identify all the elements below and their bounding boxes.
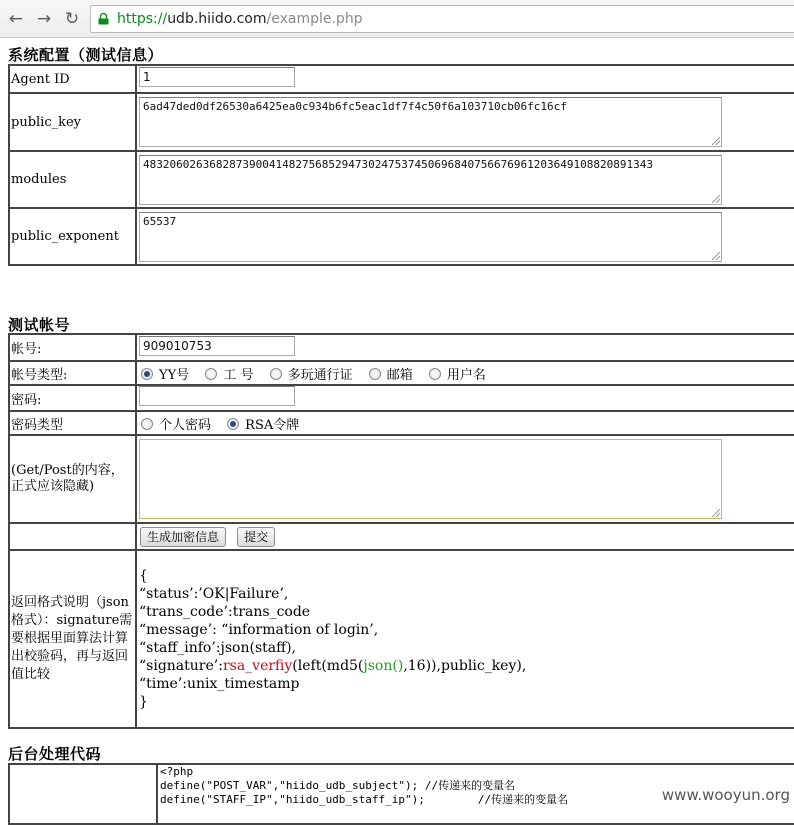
- config-row-public-key: [9, 93, 794, 151]
- config-row-public-exponent: [9, 208, 794, 265]
- code-line: “status’:’OK|Failure’,: [139, 586, 289, 602]
- url-text: [117, 6, 363, 32]
- content-label: (Get/Post的内容，正式应该隐藏): [9, 435, 136, 523]
- account-type-option-staff[interactable]: [205, 368, 253, 383]
- password-type-label: 密码类型: [9, 411, 136, 435]
- account-type-row: [9, 361, 794, 385]
- button-row: [9, 523, 794, 550]
- code-line: “staff_info’:json(staff),: [139, 640, 296, 656]
- code-line: “trans_code’:trans_code: [139, 604, 311, 620]
- empty-cell: [9, 523, 136, 550]
- password-type-option-rsa[interactable]: [227, 418, 299, 433]
- code-line: <?php: [160, 765, 194, 778]
- config-row-modules: [9, 151, 794, 208]
- radio-icon[interactable]: [270, 368, 282, 380]
- code-fragment: “signature’:: [139, 658, 223, 674]
- config-label: public_exponent: [9, 208, 136, 265]
- code-line: “message’: “information of login’,: [139, 622, 379, 638]
- account-type-label: 帐号类型:: [9, 361, 136, 385]
- modules-textarea[interactable]: [139, 155, 722, 205]
- watermark: www.wooyun.org: [661, 786, 790, 804]
- config-label: modules: [9, 151, 136, 208]
- config-table: [8, 64, 794, 266]
- password-type-row: [9, 411, 794, 435]
- config-label: Agent ID: [9, 65, 136, 93]
- password-type-option-personal[interactable]: [141, 418, 211, 433]
- config-heading: 系统配置（测试信息）: [8, 46, 164, 64]
- account-table: [8, 333, 794, 729]
- radio-checked-icon[interactable]: [141, 368, 153, 380]
- config-row-agent-id: [9, 65, 794, 93]
- forward-arrow-icon[interactable]: →: [36, 9, 52, 29]
- password-input[interactable]: [139, 386, 295, 406]
- account-type-option-duowan[interactable]: [270, 368, 353, 383]
- account-type-option-username[interactable]: [429, 368, 486, 383]
- code-function: rsa_verfiy: [222, 658, 293, 674]
- url-path: /example.php: [266, 11, 363, 27]
- lock-icon: [98, 13, 109, 25]
- resize-grip-icon[interactable]: [712, 252, 720, 260]
- back-arrow-icon[interactable]: ←: [8, 9, 24, 29]
- code-line: }: [139, 694, 148, 710]
- submit-button[interactable]: 提交: [237, 527, 275, 547]
- return-format-code: [139, 567, 794, 711]
- option-label: 工 号: [223, 367, 254, 383]
- password-row: [9, 385, 794, 411]
- reload-icon[interactable]: ↻: [64, 9, 80, 29]
- content-textarea[interactable]: [139, 439, 722, 519]
- code-json: json(): [363, 658, 404, 674]
- radio-icon[interactable]: [141, 418, 153, 430]
- radio-icon[interactable]: [369, 368, 381, 380]
- agent-id-input[interactable]: 1: [139, 67, 295, 87]
- modules-value: 48320602636828739004148275685294730247537450696840756676961203649108820891343: [143, 157, 653, 171]
- option-label: RSA令牌: [245, 417, 300, 433]
- option-label: 个人密码: [159, 417, 212, 433]
- public-key-textarea[interactable]: [139, 97, 722, 147]
- empty-cell: [9, 764, 157, 824]
- account-input[interactable]: 909010753: [139, 336, 295, 356]
- account-type-option-email[interactable]: [369, 368, 413, 383]
- resize-grip-icon[interactable]: [712, 137, 720, 145]
- code-line: [139, 657, 794, 675]
- public-key-value: 6ad47ded0df26530a6425ea0c934b6fc5eac1df7f4c50f6a103710cb06fc16cf: [143, 100, 567, 113]
- code-fragment: ,16)),public_key),: [403, 658, 527, 674]
- account-heading: 测试帐号: [8, 316, 71, 334]
- resize-grip-icon[interactable]: [712, 195, 720, 203]
- radio-icon[interactable]: [205, 368, 217, 380]
- generate-encrypted-button[interactable]: 生成加密信息: [140, 527, 226, 547]
- account-label: 帐号:: [9, 334, 136, 361]
- code-fragment: (left(md5(: [292, 658, 364, 674]
- option-label: 邮箱: [386, 367, 413, 383]
- account-row: [9, 334, 794, 361]
- option-label: 多玩通行证: [287, 367, 353, 383]
- option-label: YY号: [159, 367, 190, 383]
- public-exponent-value: 65537: [143, 214, 177, 228]
- account-type-option-yy[interactable]: [141, 368, 189, 383]
- option-label: 用户名: [446, 367, 486, 383]
- url-scheme: https://: [117, 11, 168, 27]
- return-format-label: 返回格式说明（json格式）：signature需要根据里面算法计算出校验码，再与返回值比较: [9, 550, 136, 728]
- browser-toolbar: [0, 0, 794, 38]
- radio-icon[interactable]: [429, 368, 441, 380]
- code-line: “time’:unix_timestamp: [139, 676, 300, 692]
- address-bar[interactable]: [90, 5, 794, 33]
- password-label: 密码:: [9, 385, 136, 411]
- code-line: {: [139, 568, 148, 584]
- content-row: [9, 435, 794, 523]
- backend-heading: 后台处理代码: [8, 745, 102, 763]
- public-exponent-textarea[interactable]: [139, 212, 722, 262]
- radio-checked-icon[interactable]: [227, 418, 239, 430]
- code-line: define("POST_VAR","hiido_udb_subject"); //传递来的变量名: [160, 779, 516, 792]
- resize-grip-icon[interactable]: [712, 509, 720, 517]
- url-host: udb.hiido.com: [167, 11, 267, 27]
- code-line: define("STAFF_IP","hiido_udb_staff_ip"); //传递来的变量名: [160, 793, 569, 806]
- return-format-row: [9, 550, 794, 728]
- config-label: public_key: [9, 93, 136, 151]
